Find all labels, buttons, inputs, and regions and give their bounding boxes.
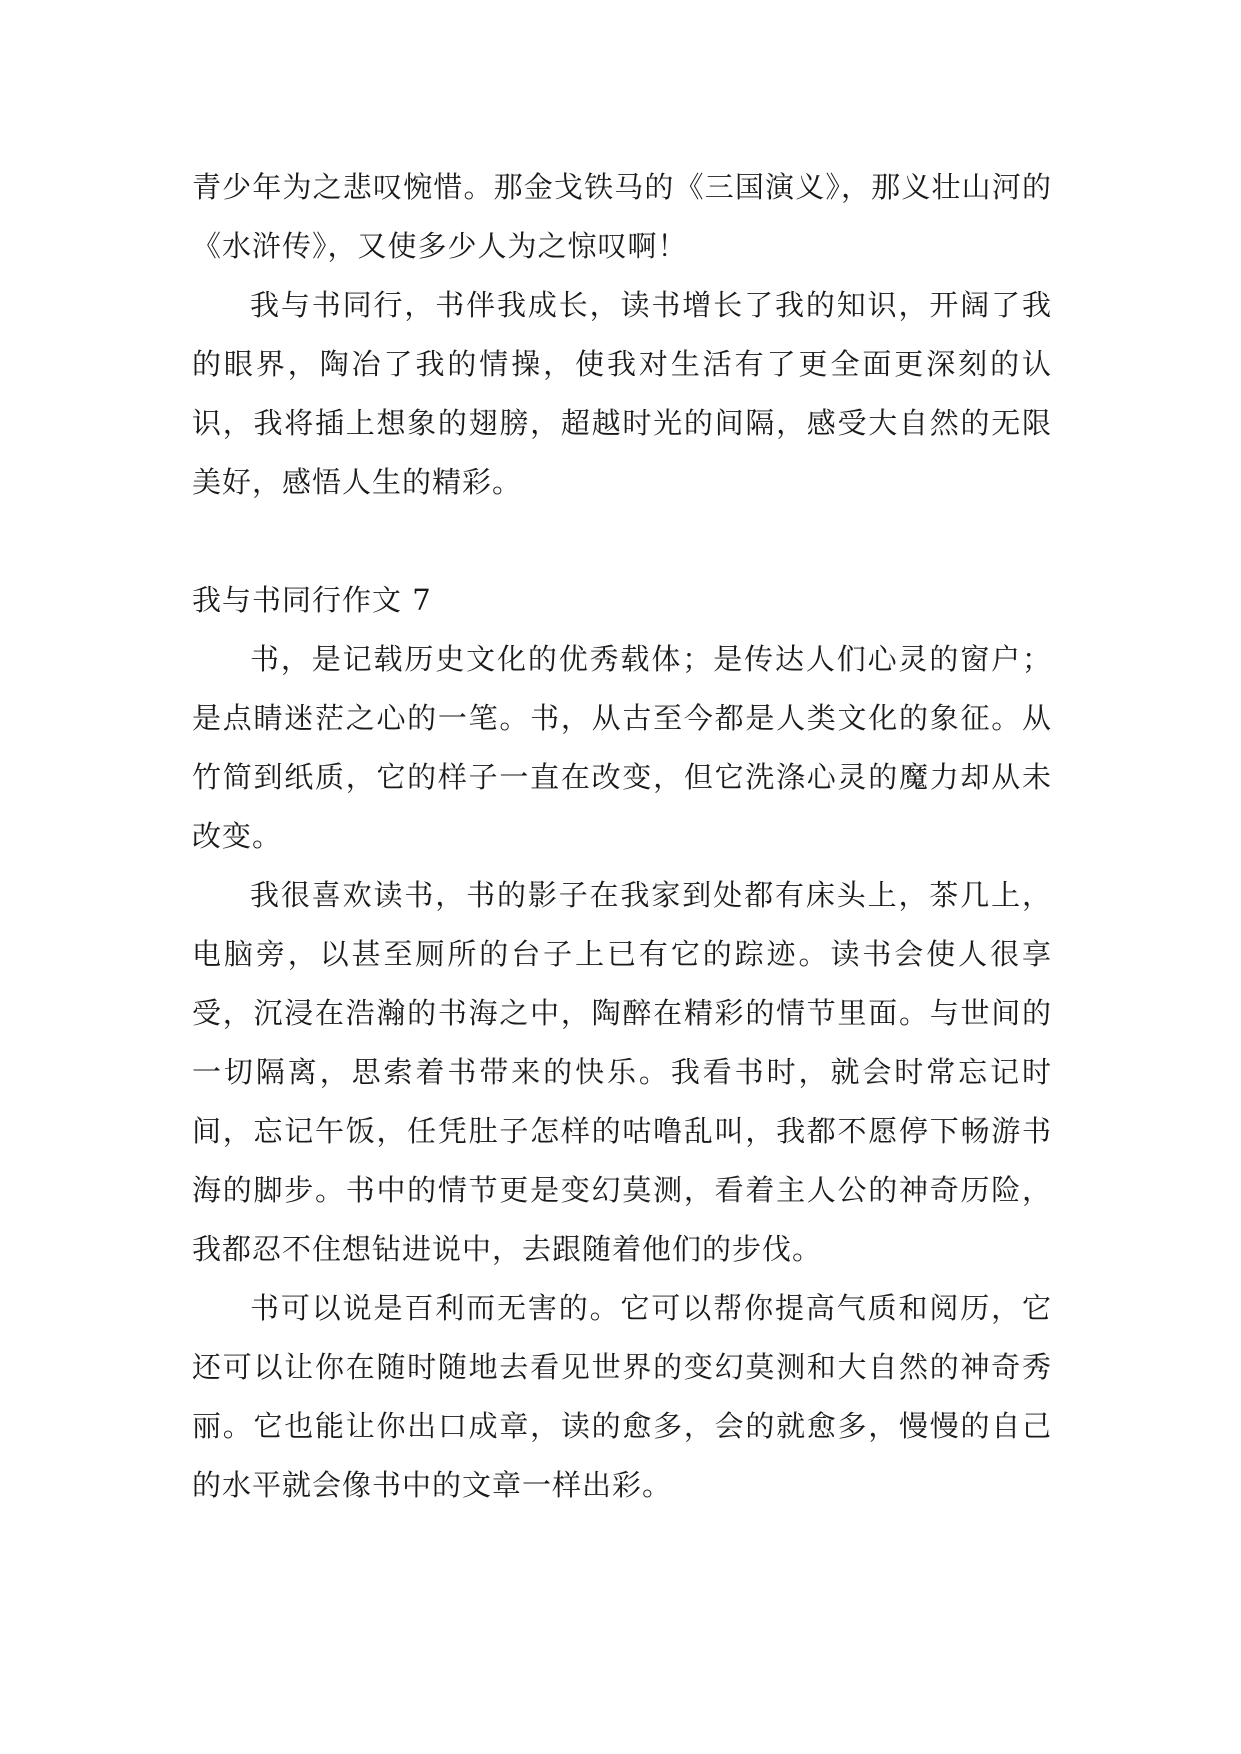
paragraph-continued: 青少年为之悲叹惋惜。那金戈铁马的《三国演义》，那义壮山河的《水浒传》，又使多少人为之惊叹啊！ <box>192 170 1052 263</box>
paragraph-love-reading: 我很喜欢读书，书的影子在我家到处都有床头上，茶几上，电脑旁，以甚至厕所的台子上已有它的踪迹。读书会使人很享受，沉浸在浩瀚的书海之中，陶醉在精彩的情节里面。与世间的一切隔离，思索着书带来的快乐。我看书时，就会时常忘记时间，忘记午饭，任凭肚子怎样的咕噜乱叫，我都不愿停下畅游书海的脚步。书中的情节更是变幻莫测，看着主人公的神奇历险，我都忍不住想钻进说中，去跟随着他们的步伐。 <box>192 878 1052 1266</box>
section-title: 我与书同行作文 7 <box>192 583 432 617</box>
paragraph-benefits: 书可以说是百利而无害的。它可以帮你提高气质和阅历，它还可以让你在随时随地去看见世界的变幻莫测和大自然的神奇秀丽。它也能让你出口成章，读的愈多，会的就愈多，慢慢的自己的水平就会像书中的文章一样出彩。 <box>192 1291 1052 1502</box>
document-body <box>192 158 1052 1515</box>
paragraph-growth: 我与书同行，书伴我成长，读书增长了我的知识，开阔了我的眼界，陶冶了我的情操，使我对生活有了更全面更深刻的认识，我将插上想象的翅膀，超越时光的间隔，感受大自然的无限美好，感悟人生的精彩。 <box>192 288 1052 499</box>
paragraph-book-definition: 书，是记载历史文化的优秀载体；是传达人们心灵的窗户；是点睛迷茫之心的一笔。书，从古至今都是人类文化的象征。从竹简到纸质，它的样子一直在改变，但它洗涤心灵的魔力却从未改变。 <box>192 642 1052 853</box>
